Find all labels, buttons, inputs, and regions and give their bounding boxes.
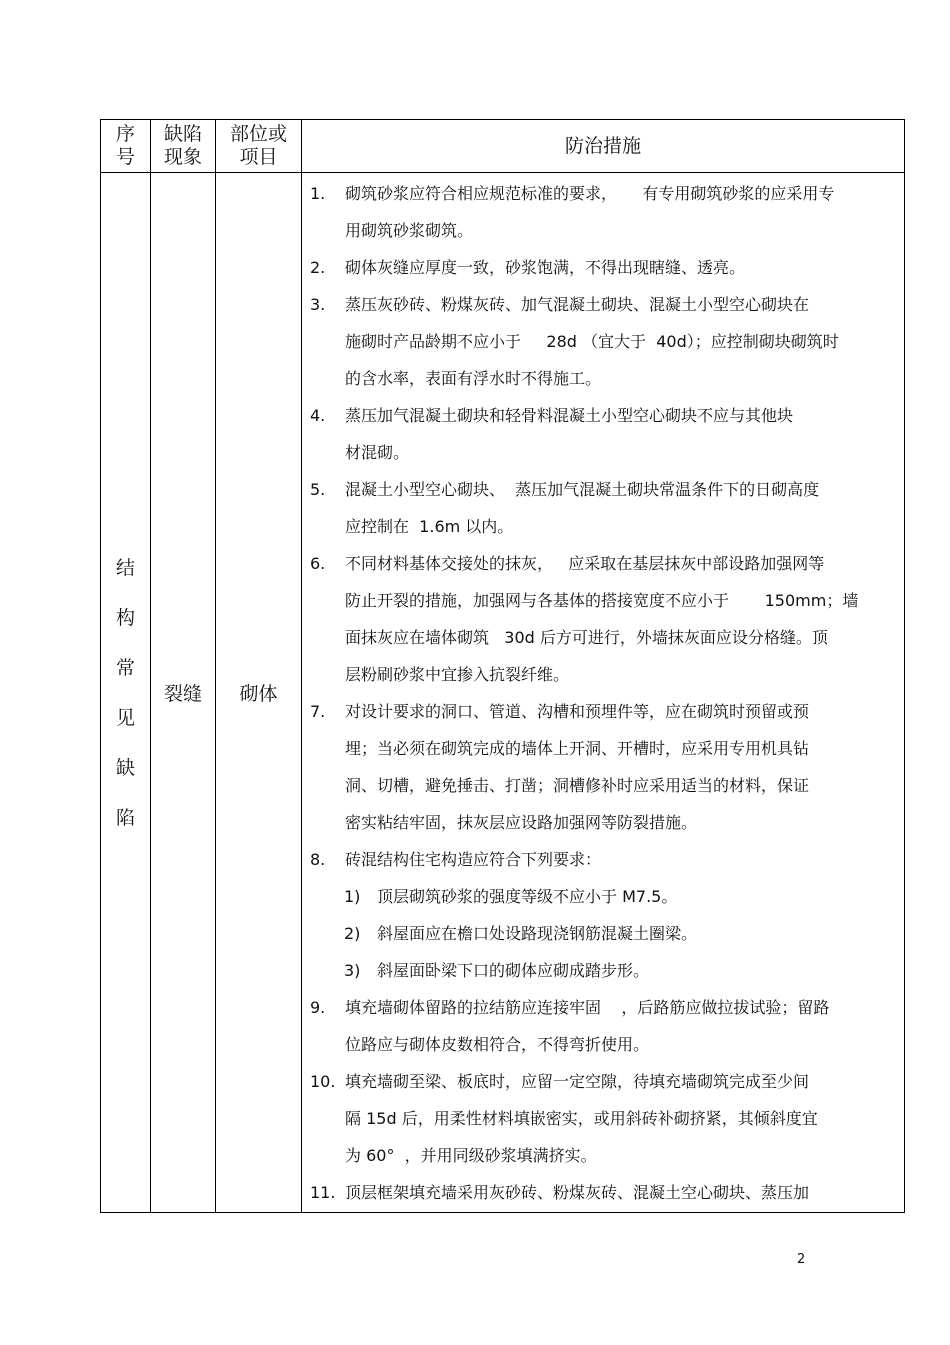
measure-number: 9. bbox=[310, 998, 326, 1017]
category-char: 陷 bbox=[115, 806, 135, 829]
sub-item-text: 顶层砌筑砂浆的强度等级不应小于 M7.5。 bbox=[377, 887, 678, 906]
header-location bbox=[216, 120, 302, 173]
measure-number: 11. bbox=[310, 1183, 336, 1202]
measure-item bbox=[302, 175, 904, 249]
measure-text-line: 蒸压灰砂砖、粉煤灰砖、加气混凝土砌块、混凝土小型空心砌块在 bbox=[345, 295, 810, 314]
measure-item bbox=[302, 1063, 904, 1174]
table-header-row bbox=[101, 120, 905, 173]
measure-number: 3. bbox=[310, 295, 326, 314]
measure-text-line: 顶层框架填充墙采用灰砂砖、粉煤灰砖、混凝土空心砌块、蒸压加 bbox=[345, 1183, 810, 1202]
measures-list bbox=[302, 175, 904, 1211]
measure-item bbox=[302, 545, 904, 693]
category-char: 缺 bbox=[115, 756, 135, 779]
measure-item bbox=[302, 841, 904, 878]
sub-item bbox=[302, 878, 904, 915]
category-char: 构 bbox=[115, 606, 135, 629]
category-cell bbox=[101, 173, 151, 1213]
defect-measures-table bbox=[100, 119, 905, 1213]
page-number: 2 bbox=[797, 1252, 806, 1267]
measure-text-line: 为 60° ，并用同级砂浆填满挤实。 bbox=[345, 1146, 597, 1165]
measure-number: 8. bbox=[310, 850, 326, 869]
measure-number: 5. bbox=[310, 480, 326, 499]
sub-item-number: 3) bbox=[344, 961, 361, 980]
measure-text-line: 的含水率，表面有浮水时不得施工。 bbox=[345, 369, 602, 388]
measure-text-line: 用砌筑砂浆砌筑。 bbox=[345, 221, 474, 240]
header-defect bbox=[151, 120, 216, 173]
measure-text-line: 洞、切槽，避免捶击、打凿；洞槽修补时应采用适当的材料，保证 bbox=[345, 776, 810, 795]
measure-text-line: 隔 15d 后，用柔性材料填嵌密实，或用斜砖补砌挤紧，其倾斜度宜 bbox=[345, 1109, 818, 1128]
measure-item bbox=[302, 249, 904, 286]
measure-text-line: 填充墙砌体留路的拉结筋应连接牢固 ，后路筋应做拉拔试验；留路 bbox=[345, 998, 830, 1017]
measure-text-line: 面抹灰应在墙体砌筑 30d 后方可进行，外墙抹灰面应设分格缝。顶 bbox=[345, 628, 828, 647]
header-defect-line1: 缺陷 bbox=[163, 123, 202, 145]
category-char: 常 bbox=[115, 656, 135, 679]
location-cell: 砌体 bbox=[216, 173, 302, 1213]
measure-text-line: 蒸压加气混凝土砌块和轻骨料混凝土小型空心砌块不应与其他块 bbox=[345, 406, 794, 425]
measure-text-line: 位路应与砌体皮数相符合，不得弯折使用。 bbox=[345, 1035, 650, 1054]
measure-item bbox=[302, 693, 904, 841]
measure-number: 4. bbox=[310, 406, 326, 425]
measures-cell bbox=[302, 173, 905, 1213]
measure-text-line: 砌体灰缝应厚度一致，砂浆饱满，不得出现瞎缝、透亮。 bbox=[345, 258, 746, 277]
measure-text-line: 填充墙砌至梁、板底时，应留一定空隙，待填充墙砌筑完成至少间 bbox=[345, 1072, 810, 1091]
measure-number: 1. bbox=[310, 184, 326, 203]
header-serial bbox=[101, 120, 151, 173]
measure-number: 6. bbox=[310, 554, 326, 573]
header-defect-line2: 现象 bbox=[163, 146, 202, 168]
measure-item bbox=[302, 471, 904, 545]
table-row bbox=[101, 173, 905, 1213]
measure-item bbox=[302, 286, 904, 397]
measure-number: 10. bbox=[310, 1072, 336, 1091]
category-char: 见 bbox=[115, 706, 135, 729]
sub-item bbox=[302, 952, 904, 989]
measure-text-line: 材混砌。 bbox=[345, 443, 410, 462]
header-location-line1: 部位或 bbox=[229, 123, 287, 145]
measure-text-line: 密实粘结牢固，抹灰层应设路加强网等防裂措施。 bbox=[345, 813, 698, 832]
measure-text-line: 不同材料基体交接处的抹灰， 应采取在基层抹灰中部设路加强网等 bbox=[345, 554, 825, 573]
measure-item bbox=[302, 1174, 904, 1211]
measure-item bbox=[302, 397, 904, 471]
sub-item-text: 斜屋面应在檐口处设路现浇钢筋混凝土圈梁。 bbox=[377, 924, 698, 943]
measure-text-line: 混凝土小型空心砌块、 蒸压加气混凝土砌块常温条件下的日砌高度 bbox=[345, 480, 820, 499]
header-measures: 防治措施 bbox=[302, 120, 905, 173]
measure-text-line: 防止开裂的措施，加强网与各基体的搭接宽度不应小于 150mm；墙 bbox=[345, 591, 859, 610]
header-serial-line1: 序 bbox=[115, 123, 135, 145]
measure-item bbox=[302, 989, 904, 1063]
measure-number: 7. bbox=[310, 702, 326, 721]
measure-number: 2. bbox=[310, 258, 326, 277]
sub-item-number: 1) bbox=[344, 887, 361, 906]
header-location-line2: 项目 bbox=[239, 146, 278, 168]
measure-text-line: 应控制在 1.6m 以内。 bbox=[345, 517, 514, 536]
defect-cell: 裂缝 bbox=[151, 173, 216, 1213]
sub-item bbox=[302, 915, 904, 952]
measure-text-line: 施砌时产品龄期不应小于 28d （宜大于 40d）；应控制砌块砌筑时 bbox=[345, 332, 839, 351]
measure-text-line: 埋；当必须在砌筑完成的墙体上开洞、开槽时，应采用专用机具钻 bbox=[345, 739, 810, 758]
category-char: 结 bbox=[115, 556, 135, 579]
measure-text-line: 层粉刷砂浆中宜掺入抗裂纤维。 bbox=[345, 665, 570, 684]
sub-item-number: 2) bbox=[344, 924, 361, 943]
measure-text-line: 砖混结构住宅构造应符合下列要求： bbox=[345, 850, 602, 869]
header-serial-line2: 号 bbox=[115, 146, 135, 168]
sub-item-text: 斜屋面卧梁下口的砌体应砌成踏步形。 bbox=[377, 961, 650, 980]
measure-text-line: 对设计要求的洞口、管道、沟槽和预埋件等，应在砌筑时预留或预 bbox=[345, 702, 810, 721]
measure-text-line: 砌筑砂浆应符合相应规范标准的要求， 有专用砌筑砂浆的应采用专 bbox=[345, 184, 835, 203]
